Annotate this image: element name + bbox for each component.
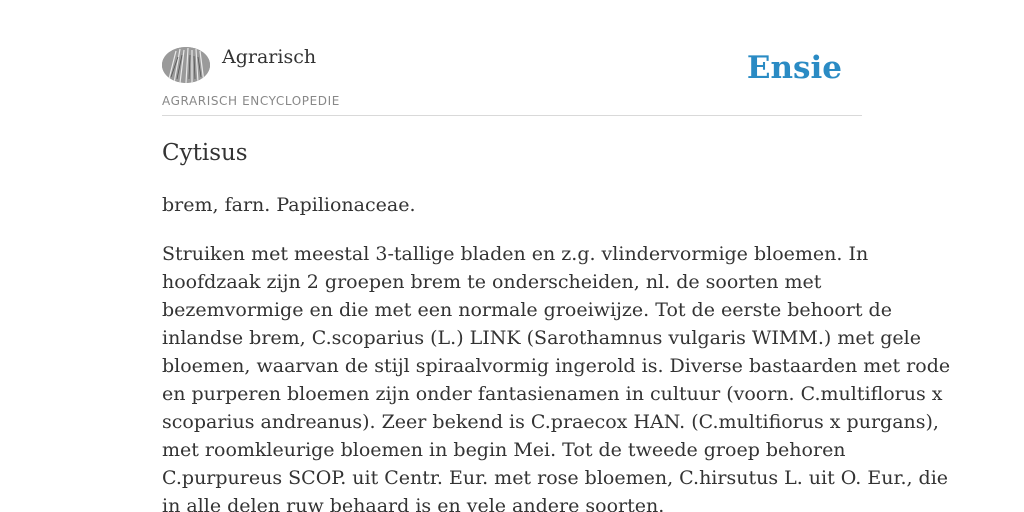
body-line: C.purpureus SCOP. uit Centr. Eur. met rose bloemen, C.hirsutus L. uit O. Eur., die [162, 467, 949, 489]
brand-logo[interactable]: Ensie [746, 50, 842, 86]
body-line: bezemvormige en die met een normale groeiwijze. Tot de eerste behoort de [162, 299, 892, 321]
source-name[interactable]: Agrarisch [222, 46, 317, 68]
article-body [162, 240, 951, 512]
source-subtitle[interactable]: AGRARISCH ENCYCLOPEDIE [162, 94, 340, 108]
article-title: Cytisus [162, 140, 248, 166]
body-line: inlandse brem, C.scoparius (L.) LINK (Sarothamnus vulgaris WIMM.) met gele [162, 327, 921, 349]
body-line: Struiken met meestal 3-tallige bladen en z.g. vlindervormige bloemen. In [162, 243, 869, 265]
body-line: in alle delen ruw behaard is en vele andere soorten. [162, 495, 665, 512]
body-line: met roomkleurige bloemen in begin Mei. Tot de tweede groep behoren [162, 439, 846, 461]
article-lead: brem, farn. Papilionaceae. [162, 194, 416, 216]
body-line: en purperen bloemen zijn onder fantasienamen in cultuur (voorn. C.multiflorus x [162, 383, 943, 405]
body-line: scoparius andreanus). Zeer bekend is C.praecox HAN. (C.multifiorus x purgans), [162, 411, 939, 433]
wheat-ears-icon [162, 47, 210, 83]
body-line: hoofdzaak zijn 2 groepen brem te onderscheiden, nl. de soorten met [162, 271, 822, 293]
site-header [162, 44, 862, 116]
source-avatar[interactable] [162, 47, 210, 83]
body-line: bloemen, waarvan de stijl spiraalvormig ingerold is. Diverse bastaarden met rode [162, 355, 951, 377]
